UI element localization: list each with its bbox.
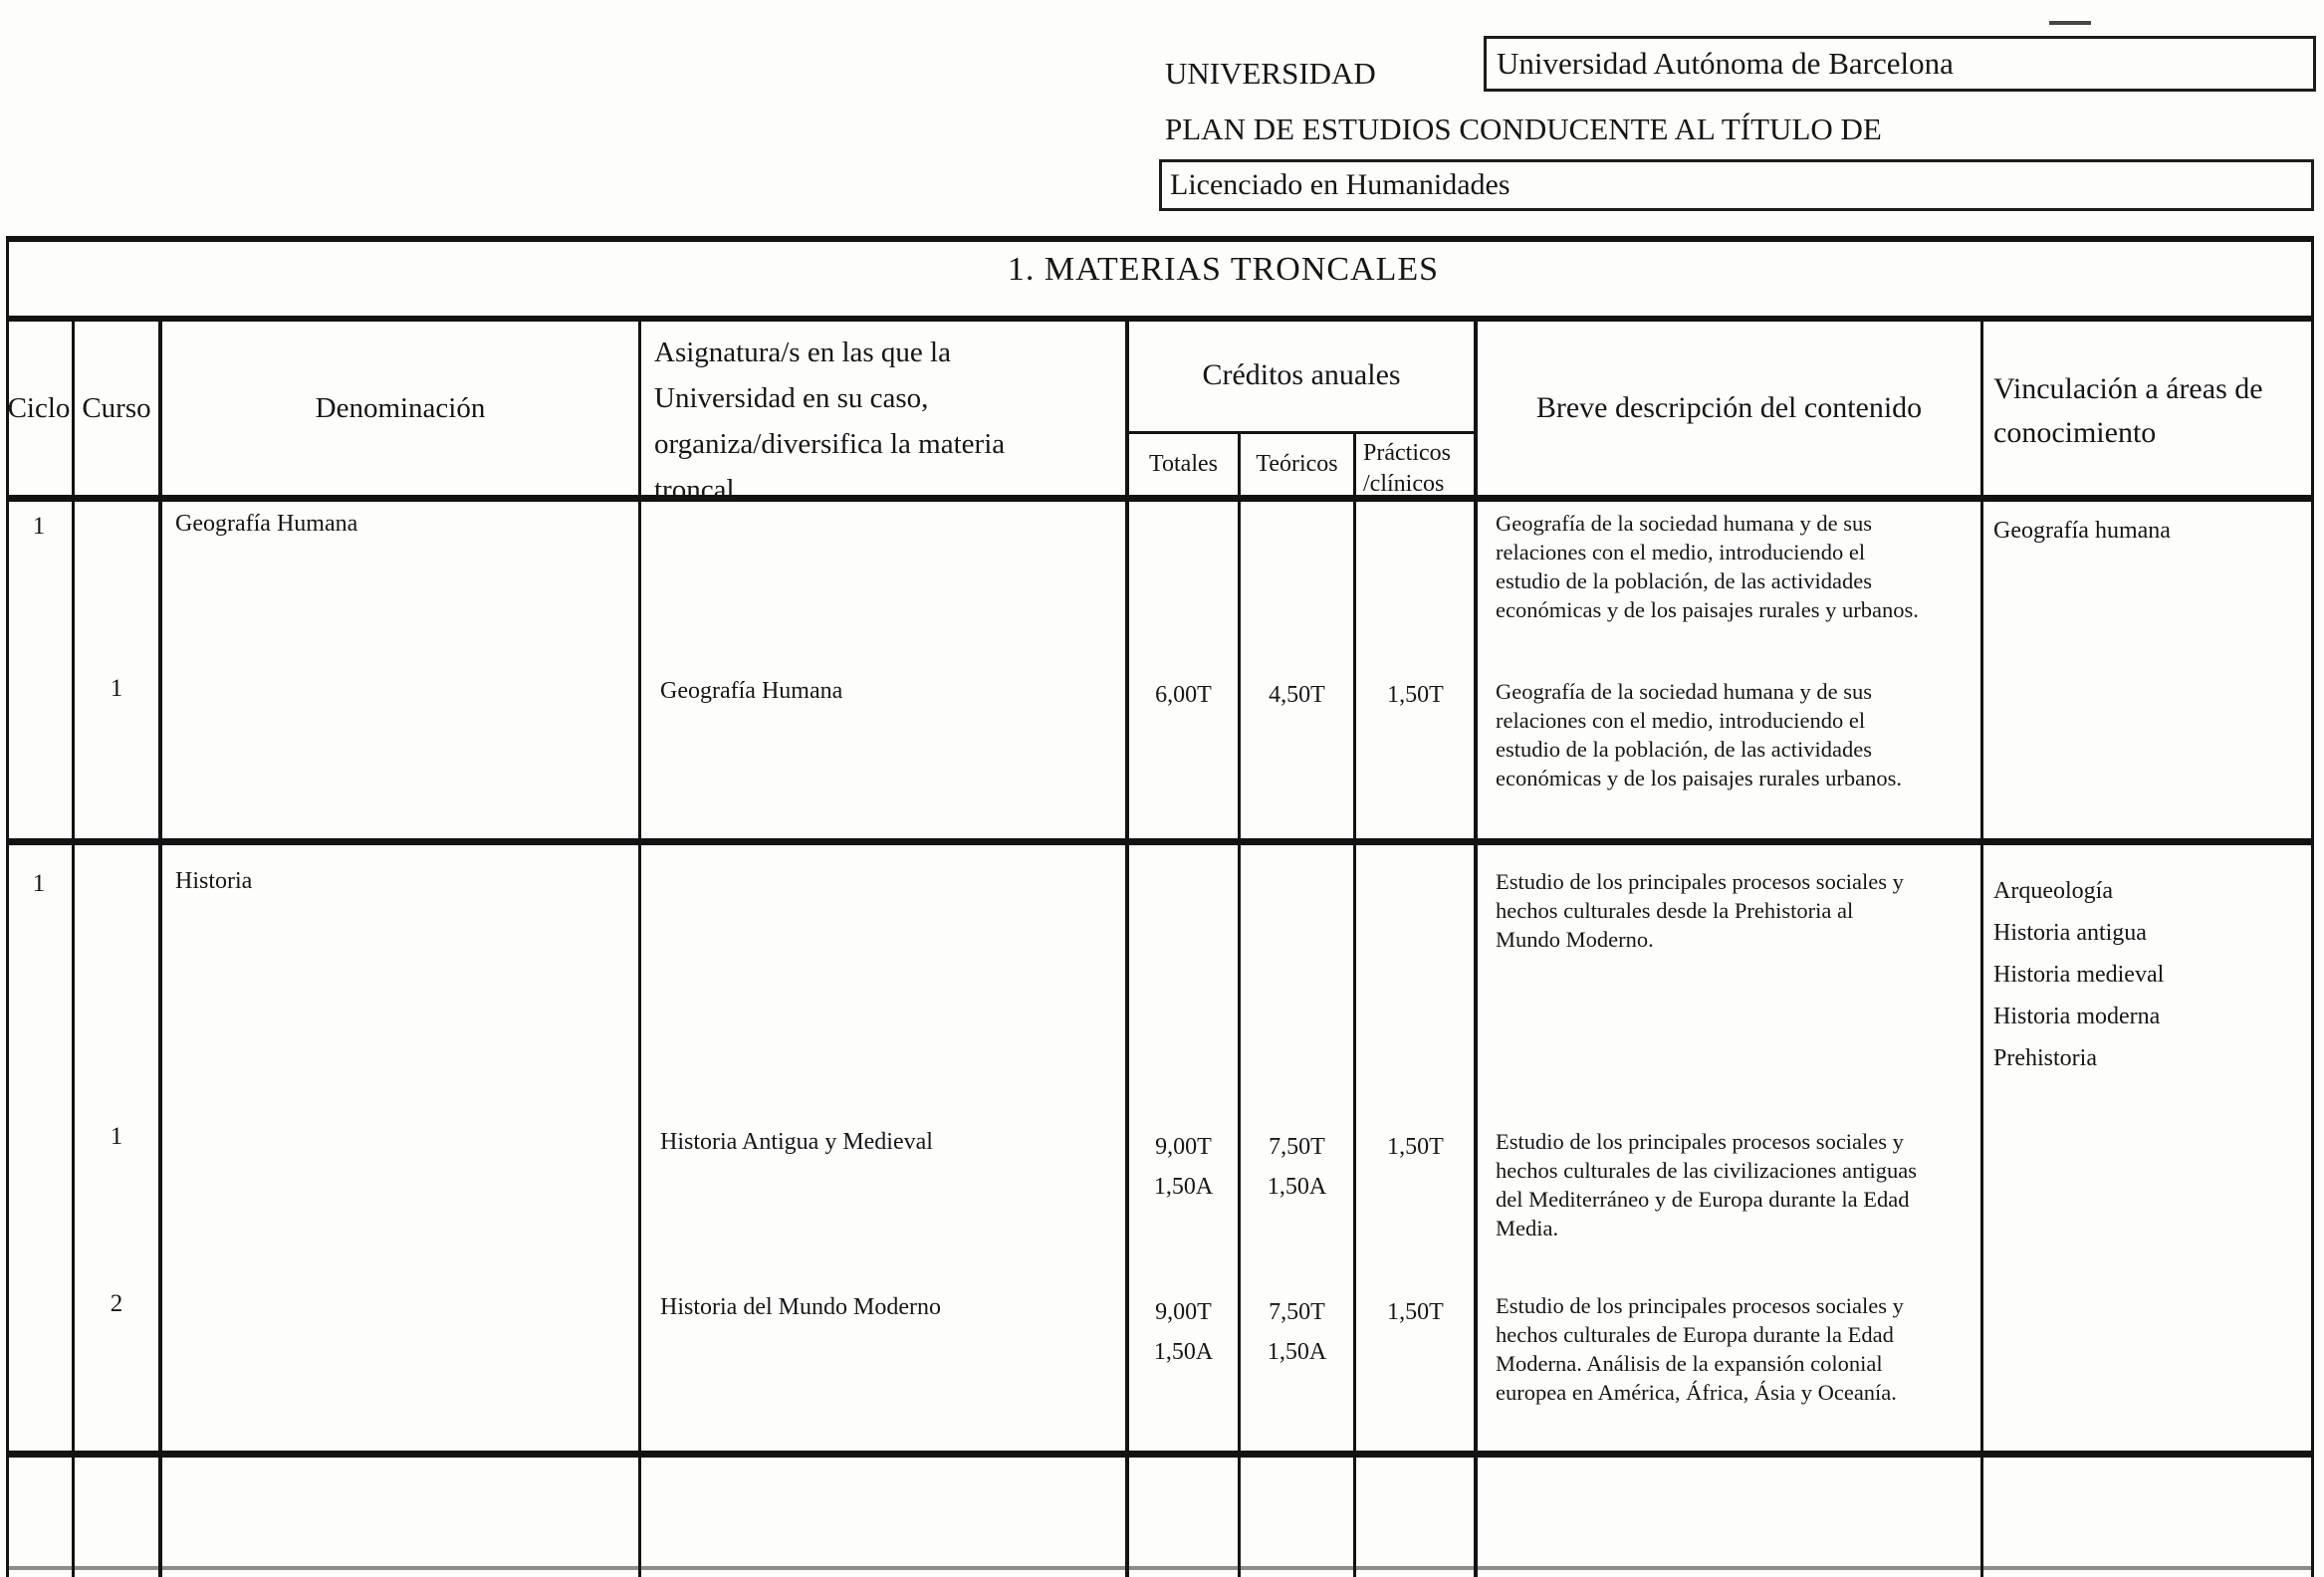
creditos-practicos: 1,50T: [1387, 682, 1444, 708]
table-grid-line: [1353, 433, 1356, 1577]
table-grid-line: [6, 838, 2313, 845]
column-header-ciclo: Ciclo: [7, 391, 71, 424]
titulo-value-box: [1159, 159, 2314, 211]
ciclo-value: 1: [32, 513, 46, 540]
curso-value: 1: [110, 1123, 123, 1150]
descripcion-materia: Geografía de la sociedad humana y de sus relaciones con el medio, introduciendo el estudio de la población, de las actividades económicas y de los paisajes rurales y urbanos.: [1496, 511, 1919, 622]
universidad-value: Universidad Autónoma de Barcelona: [1497, 46, 1954, 81]
creditos-totales: 6,00T: [1155, 682, 1212, 708]
descripcion-materia: Estudio de los principales procesos sociales y hechos culturales desde la Prehistoria al Mundo Moderno.: [1496, 869, 1904, 952]
column-header-denominacion: Denominación: [315, 391, 486, 424]
ciclo-value: 1: [32, 870, 46, 897]
vinculacion-areas: Geografía humana: [1993, 518, 2171, 544]
column-header-breve-descripcion: Breve descripción del contenido: [1535, 391, 1923, 424]
creditos-practicos: 1,50T: [1387, 1134, 1444, 1160]
table-grid-line: [6, 1566, 2313, 1570]
universidad-label: UNIVERSIDAD: [1165, 56, 1376, 91]
table-border-top: [6, 236, 2313, 242]
curso-value: 1: [110, 675, 123, 702]
column-header-practicos-clinicos: Prácticos /clínicos: [1363, 440, 1451, 497]
table-title: 1. MATERIAS TRONCALES: [1007, 251, 1440, 288]
table-grid-line: [1125, 316, 1129, 1577]
table-grid-line: [638, 316, 641, 1577]
table-grid-line: [1474, 316, 1478, 1577]
asignatura-nombre: Geografía Humana: [660, 678, 843, 704]
denominacion-value: Geografía Humana: [175, 511, 358, 537]
table-grid-line: [1980, 316, 1983, 1577]
descripcion-asignatura: Estudio de los principales procesos sociales y hechos culturales de Europa durante la Edad Moderna. Análisis de la expansión colonial europea en América, África, Ásia y Oceanía.: [1496, 1293, 1904, 1405]
creditos-teoricos: 7,50T 1,50A: [1267, 1134, 1327, 1200]
vinculacion-areas: Arqueología Historia antigua Historia medieval Historia moderna Prehistoria: [1993, 878, 2165, 1071]
asignatura-nombre: Historia Antigua y Medieval: [660, 1129, 933, 1155]
column-header-asignatura: Asignatura/s en las que la Universidad en su caso, organiza/diversifica la materia troncal: [654, 337, 1006, 506]
creditos-practicos: 1,50T: [1387, 1299, 1444, 1325]
table-border-right: [2311, 236, 2314, 1577]
column-header-creditos-anuales: Créditos anuales: [1202, 358, 1401, 391]
creditos-totales: 9,00T 1,50A: [1153, 1299, 1214, 1365]
curso-value: 2: [110, 1290, 123, 1317]
denominacion-value: Historia: [175, 868, 253, 894]
plan-de-estudios-line: PLAN DE ESTUDIOS CONDUCENTE AL TÍTULO DE: [1165, 112, 1882, 146]
universidad-value-box: [1484, 36, 2316, 92]
creditos-totales: 9,00T 1,50A: [1153, 1134, 1214, 1200]
column-header-teoricos: Teóricos: [1256, 450, 1338, 477]
table-grid-line: [6, 495, 2313, 502]
descripcion-asignatura: Geografía de la sociedad humana y de sus relaciones con el medio, introduciendo el estudio de la población, de las actividades económicas y de los paisajes rurales urbanos.: [1496, 679, 1902, 790]
creditos-teoricos: 4,50T: [1269, 682, 1325, 708]
table-grid-line: [158, 316, 162, 1577]
descripcion-asignatura: Estudio de los principales procesos sociales y hechos culturales de las civilizaciones antiguas del Mediterráneo y de Europa durante la Edad Media.: [1496, 1129, 1917, 1240]
column-header-vinculacion: Vinculación a áreas de conocimiento: [1993, 372, 2263, 449]
table-grid-line: [1238, 433, 1241, 1577]
column-header-curso: Curso: [82, 391, 151, 424]
asignatura-nombre: Historia del Mundo Moderno: [660, 1294, 941, 1320]
column-header-totales: Totales: [1149, 450, 1218, 477]
page-corner-mark: [2049, 21, 2091, 25]
table-grid-line: [72, 316, 75, 1577]
table-grid-line: [6, 1451, 2313, 1458]
titulo-value: Licenciado en Humanidades: [1170, 168, 1511, 201]
creditos-teoricos: 7,50T 1,50A: [1267, 1299, 1327, 1365]
